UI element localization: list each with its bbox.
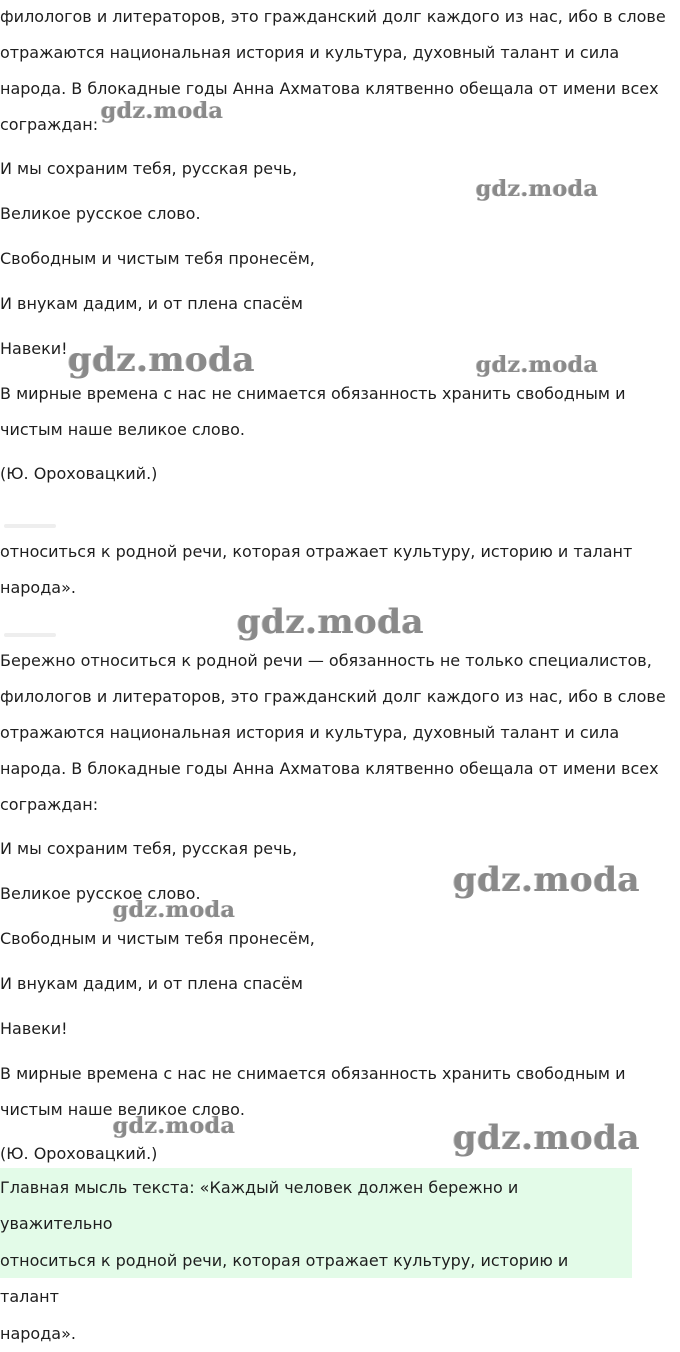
answer-line: Главная мысль текста: «Каждый человек должен бережно и уважительно (0, 1178, 519, 1233)
watermark-logo: gdz.moda (113, 897, 236, 923)
watermark-logo: gdz.moda (113, 1113, 236, 1139)
watermark-logo: gdz.moda (476, 176, 599, 202)
paragraph-line: сограждан: (0, 795, 99, 814)
paragraph-line: сограждан: (0, 115, 99, 134)
fragment-line: народа». (0, 578, 76, 597)
poem-line: Свободным и чистым тебя пронесём, (0, 929, 315, 948)
answer-line: народа». (0, 1324, 76, 1343)
answer-line: относиться к родной речи, которая отражает культуру, историю и талант (0, 1251, 569, 1306)
paragraph-line: филологов и литераторов, это гражданский долг каждого из нас, ибо в слове (0, 687, 666, 706)
main-idea-highlight (0, 1168, 632, 1343)
paragraph-line: филологов и литераторов, это гражданский долг каждого из нас, ибо в слове (0, 7, 666, 26)
watermark-logo: gdz.moda (101, 98, 224, 124)
watermark-logo: gdz.moda (453, 1118, 641, 1158)
closing-line: В мирные времена с нас не снимается обязанность хранить свободным и (0, 384, 626, 403)
poem-line: Навеки! (0, 1019, 68, 1038)
fragment-line: относиться к родной речи, которая отражает культуру, историю и талант (0, 542, 633, 561)
paragraph-line: Бережно относиться к родной речи — обязанность не только специалистов, (0, 651, 652, 670)
poem-line: Свободным и чистым тебя пронесём, (0, 249, 315, 268)
closing-line: В мирные времена с нас не снимается обязанность хранить свободным и (0, 1064, 626, 1083)
poem-line: И мы сохраним тебя, русская речь, (0, 839, 298, 858)
closing-line: чистым наше великое слово. (0, 420, 245, 439)
poem-line: Великое русское слово. (0, 884, 201, 903)
poem-line: И внукам дадим, и от плена спасём (0, 974, 303, 993)
watermark-logo: gdz.moda (68, 340, 256, 380)
poem-line: Великое русское слово. (0, 204, 201, 223)
paragraph-line: народа. В блокадные годы Анна Ахматова клятвенно обещала от имени всех (0, 759, 659, 778)
watermark-logo: gdz.moda (453, 860, 641, 900)
poem-line: И мы сохраним тебя, русская речь, (0, 159, 298, 178)
poem-line: Навеки! (0, 339, 68, 358)
author-line: (Ю. Ороховацкий.) (0, 1144, 158, 1163)
divider (4, 524, 56, 528)
paragraph-line: народа. В блокадные годы Анна Ахматова клятвенно обещала от имени всех (0, 79, 659, 98)
poem-line: И внукам дадим, и от плена спасём (0, 294, 303, 313)
divider (4, 633, 56, 637)
closing-line: чистым наше великое слово. (0, 1100, 245, 1119)
watermark-logo: gdz.moda (237, 602, 425, 642)
paragraph-line: отражаются национальная история и культура, духовный талант и сила (0, 723, 620, 742)
paragraph-line: отражаются национальная история и культура, духовный талант и сила (0, 43, 620, 62)
author-line: (Ю. Ороховацкий.) (0, 464, 158, 483)
watermark-logo: gdz.moda (476, 352, 599, 378)
